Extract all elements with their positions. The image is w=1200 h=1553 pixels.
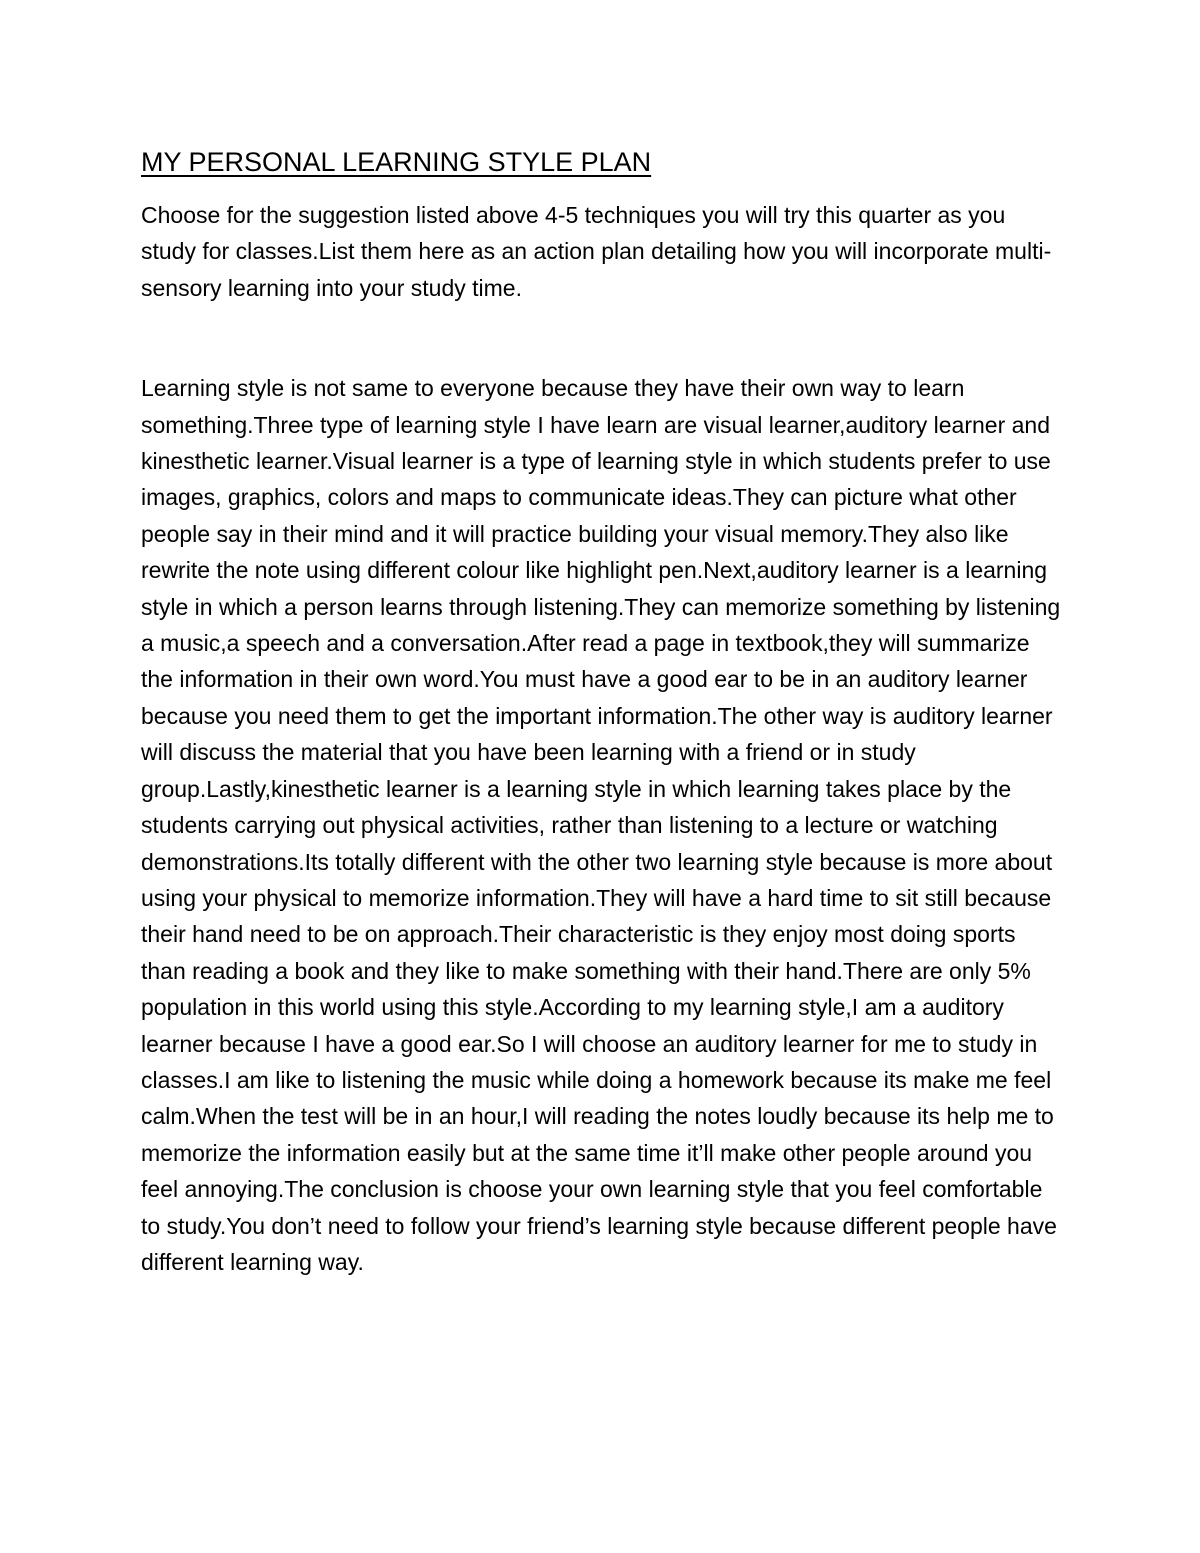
instructions-paragraph: Choose for the suggestion listed above 4-5 techniques you will try this quarter as you study for classes.List them here as an action plan detailing how you will incorporate multi-sensory learning into your study time. — [141, 202, 1052, 301]
document-body — [141, 142, 1066, 1280]
document-title: MY PERSONAL LEARNING STYLE PLAN — [141, 147, 652, 177]
essay-paragraph: Learning style is not same to everyone because they have their own way to learn something.Three type of learning style I have learn are visual learner,auditory learner and kinesthetic learner.Visual learner is a type of learning style in which students prefer to use images, graphics, colors and maps to communicate ideas.They can picture what other people say in their mind and it will practice building your visual memory.They also like rewrite the note using different colour like highlight pen.Next,auditory learner is a learning style in which a person learns through listening.They can memorize something by listening a music,a speech and a conversation.After read a page in textbook,they will summarize the information in their own word.You must have a good ear to be in an auditory learner because you need them to get the important information.The other way is auditory learner will discuss the material that you have been learning with a friend or in study group.Lastly,kinesthetic learner is a learning style in which learning takes place by the students carrying out physical activities, rather than listening to a lecture or watching demonstrations.Its totally different with the other two learning style because is more about using your physical to memorize information.They will have a hard time to sit still because their hand need to be on approach.Their characteristic is they enjoy most doing sports than reading a book and they like to make something with their hand.There are only 5% population in this world using this style.According to my learning style,I am a auditory learner because I have a good ear.So I will choose an auditory learner for me to study in classes.I am like to listening the music while doing a homework because its make me feel calm.When the test will be in an hour,I will reading the notes loudly because its help me to memorize the information easily but at the same time it’ll make other people around you feel annoying.The conclusion is choose your own learning style that you feel comfortable to study.You don’t need to follow your friend’s learning style because different people have different learning way. — [141, 375, 1061, 1275]
